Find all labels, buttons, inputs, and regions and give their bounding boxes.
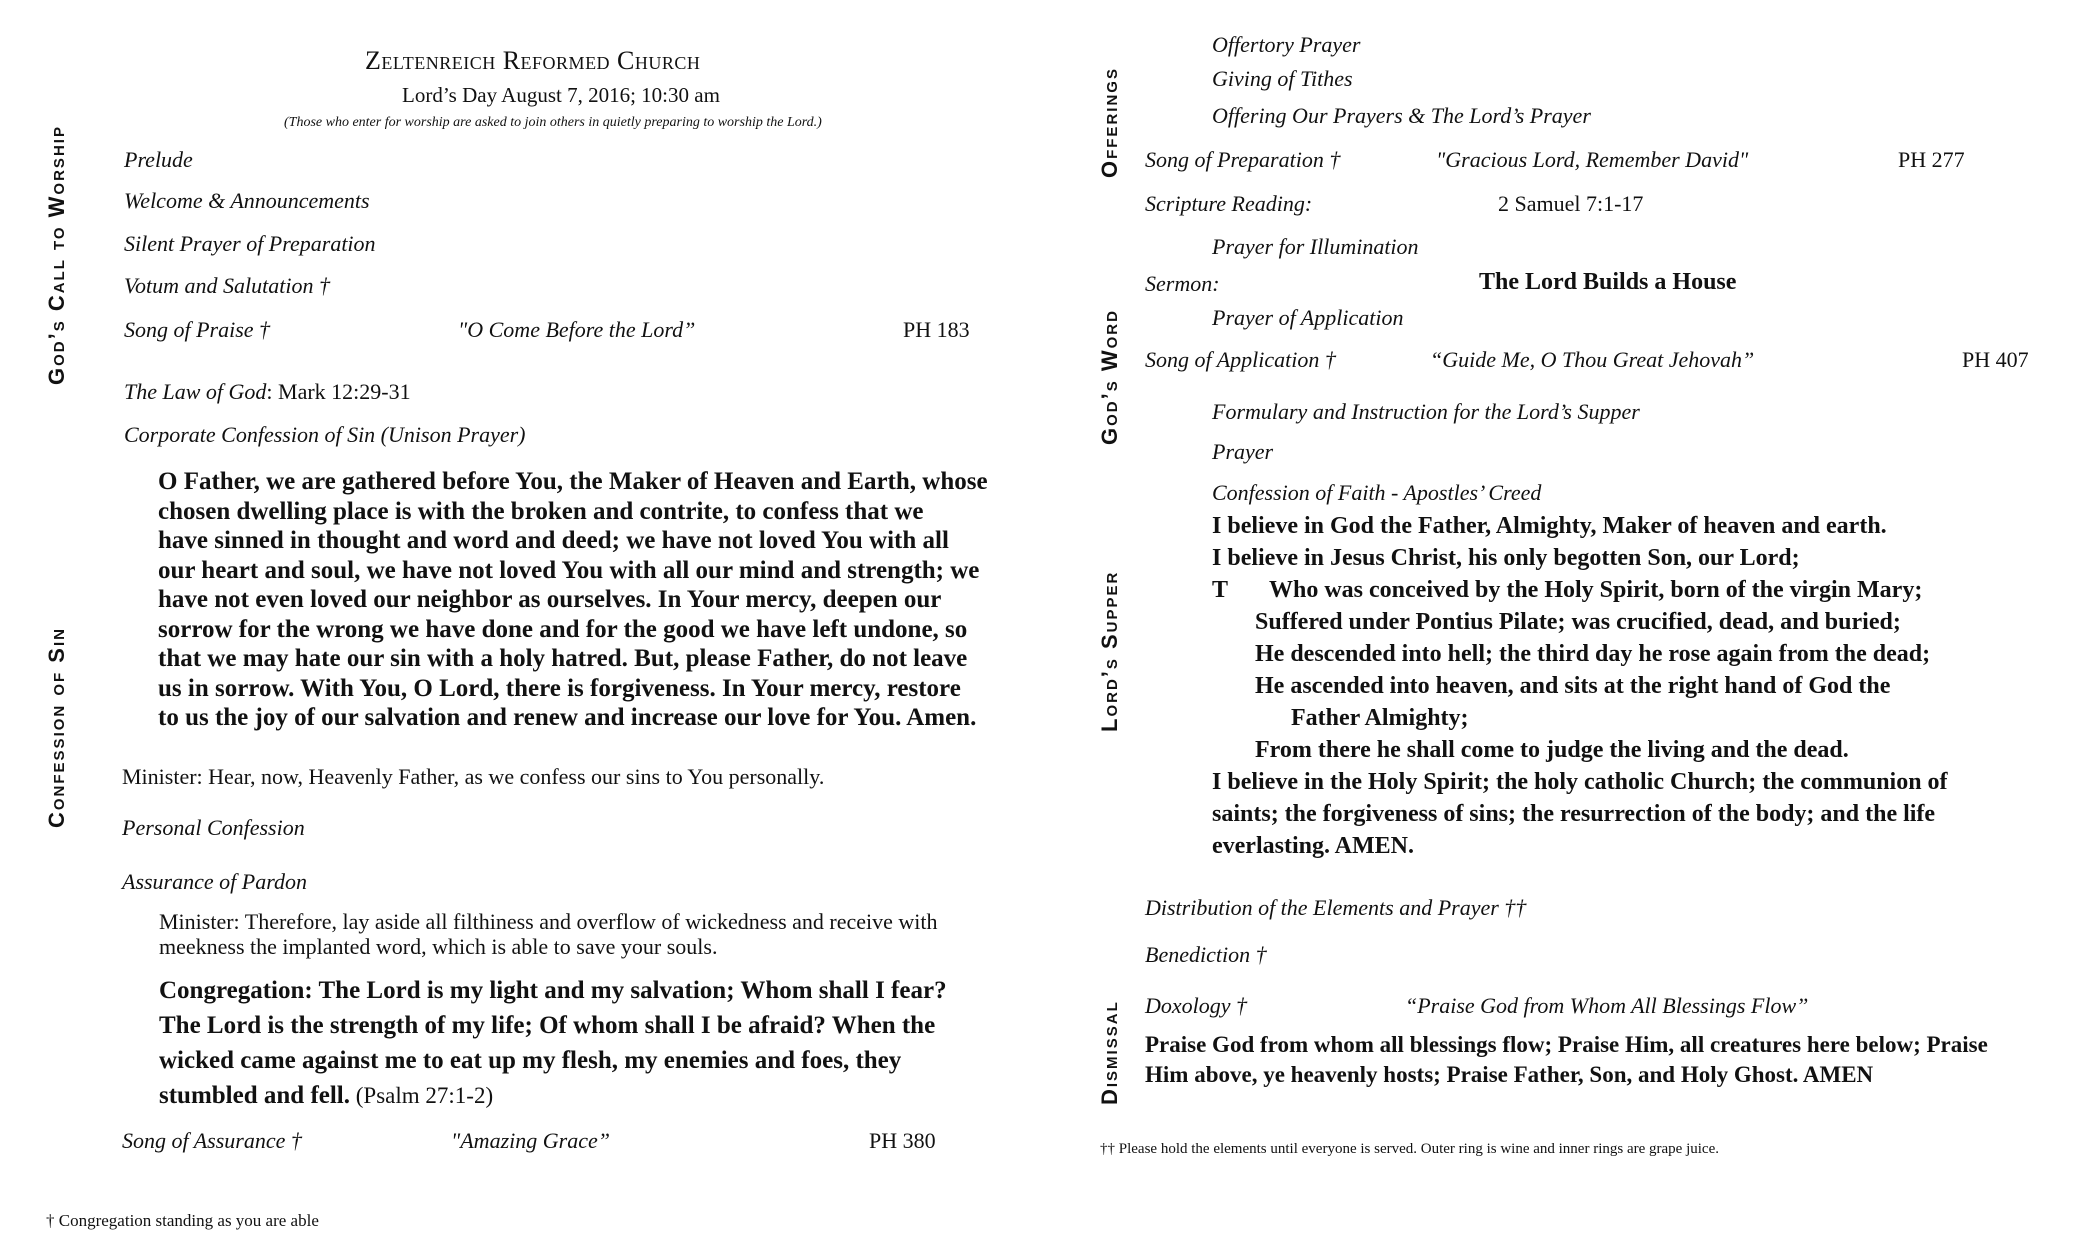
section-label-dismissal: Dismissal: [1097, 1000, 1122, 1105]
prayer-line: O Father, we are gathered before You, the Maker of Heaven and Earth, whose: [158, 468, 988, 495]
personal-confession: Personal Confession: [122, 815, 305, 840]
law-of-god-reference: : Mark 12:29-31: [266, 379, 411, 404]
prayer-line: our heart and soul, we have not loved You with all our mind and strength; we: [158, 556, 980, 584]
doxology-title: “Praise God from Whom All Blessings Flow”: [1405, 993, 1809, 1018]
song-of-preparation-number: PH 277: [1898, 147, 1965, 172]
footnote-standing: † Congregation standing as you are able: [46, 1211, 319, 1230]
votum-salutation: Votum and Salutation †: [124, 273, 330, 298]
creed-line: From there he shall come to judge the living and the dead.: [1255, 737, 1849, 763]
apostles-creed-label: Confession of Faith - Apostles’ Creed: [1212, 480, 1542, 505]
service-date: Lord’s Day August 7, 2016; 10:30 am: [402, 83, 720, 107]
creed-line: He descended into hell; the third day he rose again from the dead;: [1255, 641, 1931, 667]
song-of-assurance-number: PH 380: [869, 1128, 936, 1153]
confession-prayer: [158, 467, 1058, 733]
sermon-title: The Lord Builds a House: [1479, 269, 1737, 295]
prayer-line: that we may hate our sin with a holy hatred. But, please Father, do not leave: [158, 645, 968, 672]
church-name: Zeltenreich Reformed Church: [365, 46, 701, 75]
section-label-gods-word: God’s Word: [1097, 309, 1122, 445]
sermon-label: Sermon:: [1145, 271, 1220, 296]
doxology-line: Praise God from whom all blessings flow; Praise Him, all creatures here below; Praise: [1145, 1032, 1988, 1057]
prayer-line: us in sorrow. With You, O Lord, there is forgiveness. In Your mercy, restore: [158, 674, 961, 702]
creed-marker: T: [1212, 577, 1229, 603]
congregation-response: [159, 973, 947, 1113]
congregation-line: wicked came against me to eat up my flesh, my enemies and foes, they: [159, 1047, 902, 1074]
song-of-praise-label: Song of Praise †: [124, 317, 271, 342]
prelude: Prelude: [124, 147, 193, 172]
offering-prayers: Offering Our Prayers & The Lord’s Prayer: [1212, 103, 1591, 128]
doxology-text: [1145, 1030, 1988, 1090]
creed-line: He ascended into heaven, and sits at the right hand of God the: [1255, 673, 1891, 699]
offertory-prayer: Offertory Prayer: [1212, 32, 1361, 57]
prayer-of-application: Prayer of Application: [1212, 305, 1404, 330]
creed-line: I believe in the Holy Spirit; the holy catholic Church; the communion of: [1212, 769, 1948, 795]
corporate-confession: Corporate Confession of Sin (Unison Prayer): [124, 422, 526, 447]
assurance-of-pardon: Assurance of Pardon: [122, 869, 307, 894]
minister-assurance-line: Minister: Therefore, lay aside all filthiness and overflow of wickedness and receive with: [159, 909, 938, 934]
prayer-line: sorrow for the wrong we have done and for the good we have left undone, so: [158, 615, 968, 643]
apostles-creed: [1212, 510, 2042, 862]
minister-assurance: [159, 909, 938, 959]
creed-line: saints; the forgiveness of sins; the resurrection of the body; and the life: [1212, 801, 1936, 827]
prayer-line: have not even loved our neighbor as ourselves. In Your mercy, deepen our: [158, 586, 942, 613]
song-of-application-title: “Guide Me, O Thou Great Jehovah”: [1430, 347, 1755, 372]
giving-of-tithes: Giving of Tithes: [1212, 66, 1353, 91]
scripture-reference: 2 Samuel 7:1-17: [1498, 191, 1644, 216]
scripture-reading-label: Scripture Reading:: [1145, 191, 1313, 216]
creed-line: Suffered under Pontius Pilate; was crucified, dead, and buried;: [1255, 609, 1901, 635]
silent-prayer: Silent Prayer of Preparation: [124, 231, 376, 256]
prayer-for-illumination: Prayer for Illumination: [1212, 234, 1419, 259]
distribution-of-elements: Distribution of the Elements and Prayer ††: [1145, 895, 1527, 920]
song-of-praise-title: "O Come Before the Lord”: [458, 317, 696, 342]
congregation-line-last: [159, 1078, 947, 1113]
section-label-confession-of-sin: Confession of Sin: [44, 627, 69, 828]
creed-line: everlasting. AMEN.: [1212, 833, 1414, 859]
section-label-call-to-worship: God’s Call to Worship: [44, 125, 69, 385]
law-of-god-label: The Law of God: [124, 379, 267, 404]
doxology-line: Him above, ye heavenly hosts; Praise Father, Son, and Holy Ghost. AMEN: [1145, 1062, 1874, 1087]
song-of-application-number: PH 407: [1962, 347, 2029, 372]
doxology-label: Doxology †: [1145, 993, 1248, 1018]
minister-call: Minister: Hear, now, Heavenly Father, as we confess our sins to You personally.: [122, 764, 825, 789]
prayer-line: have sinned in thought and word and deed; we have not loved You with all: [158, 527, 949, 554]
footnote-elements: †† Please hold the elements until everyone is served. Outer ring is wine and inner rings are grape juice.: [1100, 1141, 1719, 1157]
section-label-lords-supper: Lord’s Supper: [1097, 570, 1122, 732]
psalm-reference: (Psalm 27:1-2): [350, 1083, 494, 1108]
song-of-assurance-label: Song of Assurance †: [122, 1128, 302, 1153]
creed-line: I believe in Jesus Christ, his only begotten Son, our Lord;: [1212, 545, 1800, 571]
prayer-line: chosen dwelling place is with the broken and contrite, to confess that we: [158, 497, 924, 525]
minister-assurance-line: meekness the implanted word, which is able to save your souls.: [159, 934, 718, 959]
song-of-preparation-title: "Gracious Lord, Remember David": [1436, 147, 1749, 172]
benediction: Benediction †: [1145, 942, 1267, 967]
song-of-assurance-title: "Amazing Grace”: [451, 1128, 610, 1153]
section-label-offerings: Offerings: [1097, 67, 1122, 178]
song-of-application-label: Song of Application †: [1145, 347, 1336, 372]
welcome-announcements: Welcome & Announcements: [124, 188, 370, 213]
congregation-line: Congregation: The Lord is my light and my salvation; Whom shall I fear?: [159, 977, 947, 1004]
song-of-praise-number: PH 183: [903, 317, 970, 342]
creed-line: [1212, 574, 2042, 606]
worship-note: (Those who enter for worship are asked to join others in quietly preparing to worship the Lord.): [284, 115, 822, 130]
song-of-preparation-label: Song of Preparation †: [1145, 147, 1341, 172]
law-of-god: [124, 379, 411, 405]
creed-line: Father Almighty;: [1291, 705, 1469, 731]
lords-supper-formulary: Formulary and Instruction for the Lord’s Supper: [1212, 399, 1640, 424]
supper-prayer: Prayer: [1212, 439, 1274, 464]
creed-line: I believe in God the Father, Almighty, Maker of heaven and earth.: [1212, 513, 1887, 539]
prayer-line: to us the joy of our salvation and renew and increase our love for You. Amen.: [158, 704, 977, 731]
congregation-last-text: stumbled and fell.: [159, 1082, 351, 1109]
congregation-line: The Lord is the strength of my life; Of whom shall I be afraid? When the: [159, 1012, 936, 1039]
creed-line-text: Who was conceived by the Holy Spirit, born of the virgin Mary;: [1269, 577, 1923, 603]
